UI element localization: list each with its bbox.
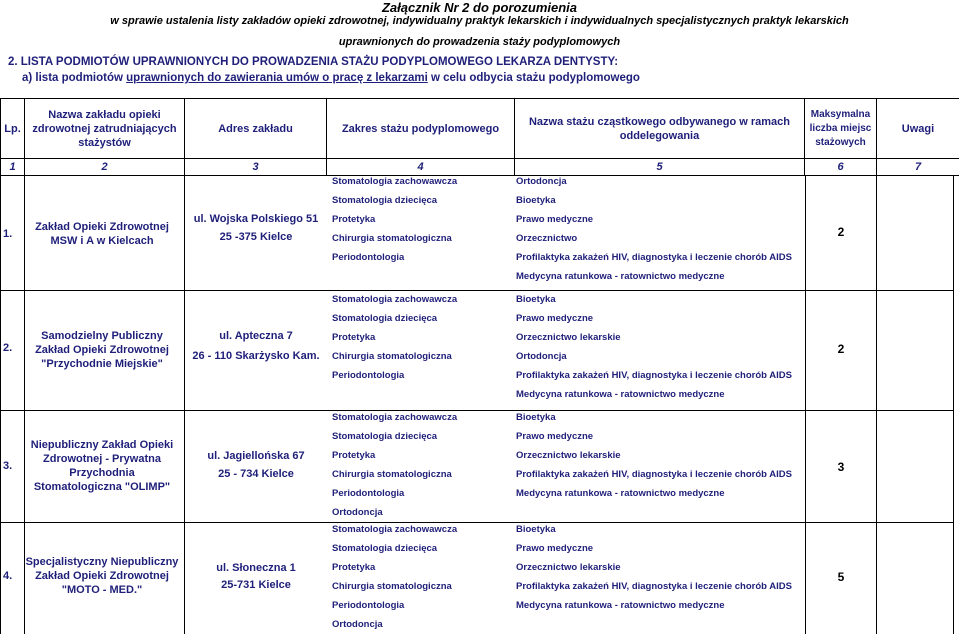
row-lp: 4.	[3, 570, 13, 582]
col-number: 2	[25, 159, 185, 176]
agreement-subject-cont: uprawnionych do prowadzenia staży podyplomowych	[338, 36, 621, 48]
grid-line	[0, 522, 954, 523]
facility-address-street: ul. Apteczna 7	[219, 330, 293, 342]
czastkowe-item: Ortodoncja	[516, 351, 567, 362]
subsection-suffix: w celu odbycia stażu podyplomowego	[427, 72, 640, 84]
czastkowe-item: Orzecznictwo lekarskie	[516, 562, 621, 573]
czastkowe-list	[516, 520, 792, 615]
zakres-item: Chirurgia stomatologiczna	[332, 351, 452, 362]
zakres-list	[332, 172, 457, 267]
facility-address-city: 25 - 734 Kielce	[218, 468, 294, 480]
zakres-item: Protetyka	[332, 214, 376, 225]
table-row	[0, 410, 959, 524]
czastkowe-item: Prawo medyczne	[516, 431, 594, 442]
czastkowe-item: Orzecznictwo	[516, 233, 578, 244]
czastkowe-item: Medycyna ratunkowa - ratownictwo medyczne	[516, 389, 725, 400]
entities-table	[0, 98, 959, 176]
col-header-miejsca: Maksymalna liczba miejsc stażowych	[805, 99, 877, 159]
facility-name: Samodzielny Publiczny Zakład Opieki Zdrowotnej "Przychodnie Miejskie"	[35, 330, 169, 370]
grid-line	[805, 175, 806, 634]
zakres-item: Protetyka	[332, 332, 376, 343]
czastkowe-item: Orzecznictwo lekarskie	[516, 450, 621, 461]
czastkowe-item: Medycyna ratunkowa - ratownictwo medyczne	[516, 600, 725, 611]
zakres-list	[332, 290, 457, 385]
table-row	[0, 292, 959, 410]
grid-line	[0, 175, 1, 634]
czastkowe-item: Bioetyka	[516, 412, 556, 423]
zakres-item: Stomatologia zachowawcza	[332, 524, 458, 535]
row-lp: 3.	[3, 460, 13, 472]
grid-line	[0, 410, 954, 411]
row-lp: 1.	[3, 228, 13, 240]
col-number: 4	[327, 159, 515, 176]
table-row	[0, 175, 959, 289]
czastkowe-item: Bioetyka	[516, 524, 556, 535]
zakres-item: Stomatologia zachowawcza	[332, 176, 458, 187]
czastkowe-item: Bioetyka	[516, 294, 556, 305]
zakres-item: Stomatologia zachowawcza	[332, 412, 458, 423]
col-number: 1	[1, 159, 25, 176]
col-header-lp: Lp.	[1, 99, 25, 159]
facility-name: Specjalistyczny Niepubliczny Zakład Opieki Zdrowotnej "MOTO - MED."	[25, 556, 179, 596]
facility-address-city: 25 -375 Kielce	[219, 231, 293, 243]
col-number: 5	[515, 159, 805, 176]
zakres-item: Stomatologia zachowawcza	[332, 294, 458, 305]
facility-name: Zakład Opieki Zdrowotnej MSW i A w Kielcach	[35, 221, 169, 247]
facility-address-street: ul. Jagiellońska 67	[207, 450, 305, 462]
czastkowe-item: Prawo medyczne	[516, 214, 594, 225]
zakres-list	[332, 520, 457, 634]
col-header-zakres: Zakres stażu podyplomowego	[327, 99, 515, 159]
czastkowe-item: Bioetyka	[516, 195, 556, 206]
subsection-underlined: uprawnionych do zawierania umów o pracę z lekarzami	[126, 72, 428, 84]
czastkowe-item: Profilaktyka zakażeń HIV, diagnostyka i leczenie chorób AIDS	[516, 370, 792, 381]
grid-line	[876, 175, 877, 634]
facility-name: Niepubliczny Zakład Opieki Zdrowotnej - Prywatna Przychodnia Stomatologiczna "OLIMP"	[30, 439, 174, 493]
col-header-czastkowe: Nazwa stażu cząstkowego odbywanego w ramach oddelegowania	[515, 99, 805, 159]
czastkowe-list	[516, 172, 792, 286]
row-lp: 2.	[3, 342, 13, 354]
zakres-item: Protetyka	[332, 450, 376, 461]
zakres-item: Stomatologia dziecięca	[332, 313, 438, 324]
max-places: 3	[837, 460, 845, 474]
attachment-title: Załącznik Nr 2 do porozumienia	[381, 0, 578, 15]
col-header-uwagi: Uwagi	[877, 99, 959, 159]
zakres-item: Stomatologia dziecięca	[332, 543, 438, 554]
zakres-item: Chirurgia stomatologiczna	[332, 233, 452, 244]
table-row	[0, 522, 959, 634]
zakres-item: Ortodoncja	[332, 507, 383, 518]
facility-address-city: 25-731 Kielce	[221, 579, 291, 591]
zakres-item: Chirurgia stomatologiczna	[332, 469, 452, 480]
max-places: 5	[837, 570, 845, 584]
zakres-item: Periodontologia	[332, 600, 405, 611]
col-header-address: Adres zakładu	[185, 99, 327, 159]
max-places: 2	[837, 225, 845, 239]
col-header-name: Nazwa zakładu opieki zdrowotnej zatrudniających stażystów	[25, 99, 185, 159]
zakres-item: Protetyka	[332, 562, 376, 573]
zakres-item: Stomatologia dziecięca	[332, 195, 438, 206]
facility-address-street: ul. Słoneczna 1	[216, 562, 296, 574]
grid-line	[0, 290, 954, 291]
zakres-item: Periodontologia	[332, 370, 405, 381]
zakres-item: Periodontologia	[332, 252, 405, 263]
czastkowe-item: Prawo medyczne	[516, 313, 594, 324]
czastkowe-item: Medycyna ratunkowa - ratownictwo medyczne	[516, 271, 725, 282]
grid-line	[953, 175, 954, 634]
zakres-item: Chirurgia stomatologiczna	[332, 581, 452, 592]
col-number: 6	[805, 159, 877, 176]
czastkowe-list	[516, 408, 792, 503]
zakres-item: Ortodoncja	[332, 619, 383, 630]
max-places: 2	[837, 342, 845, 356]
facility-address-street: ul. Wojska Polskiego 51	[193, 213, 319, 225]
czastkowe-item: Profilaktyka zakażeń HIV, diagnostyka i leczenie chorób AIDS	[516, 252, 792, 263]
section-title: 2. LISTA PODMIOTÓW UPRAWNIONYCH DO PROWADZENIA STAŻU PODYPLOMOWEGO LEKARZA DENTYSTY:	[8, 56, 619, 68]
zakres-list	[332, 408, 457, 522]
czastkowe-item: Profilaktyka zakażeń HIV, diagnostyka i leczenie chorób AIDS	[516, 581, 792, 592]
col-number: 3	[185, 159, 327, 176]
subsection-prefix: a) lista podmiotów	[22, 72, 127, 84]
zakres-item: Stomatologia dziecięca	[332, 431, 438, 442]
agreement-subject: w sprawie ustalenia listy zakładów opieki zdrowotnej, indywidualny praktyk lekarskich i indywidualnych specjalistycznych praktyk lekarskich	[110, 15, 849, 27]
czastkowe-list	[516, 290, 792, 404]
czastkowe-item: Medycyna ratunkowa - ratownictwo medyczne	[516, 488, 725, 499]
czastkowe-item: Ortodoncja	[516, 176, 567, 187]
col-number: 7	[877, 159, 959, 176]
zakres-item: Periodontologia	[332, 488, 405, 499]
grid-line	[184, 175, 185, 634]
facility-address-city: 26 - 110 Skarżysko Kam.	[192, 350, 320, 362]
subsection-title	[22, 72, 640, 84]
czastkowe-item: Prawo medyczne	[516, 543, 594, 554]
czastkowe-item: Orzecznictwo lekarskie	[516, 332, 621, 343]
czastkowe-item: Profilaktyka zakażeń HIV, diagnostyka i leczenie chorób AIDS	[516, 469, 792, 480]
grid-line	[24, 175, 25, 634]
